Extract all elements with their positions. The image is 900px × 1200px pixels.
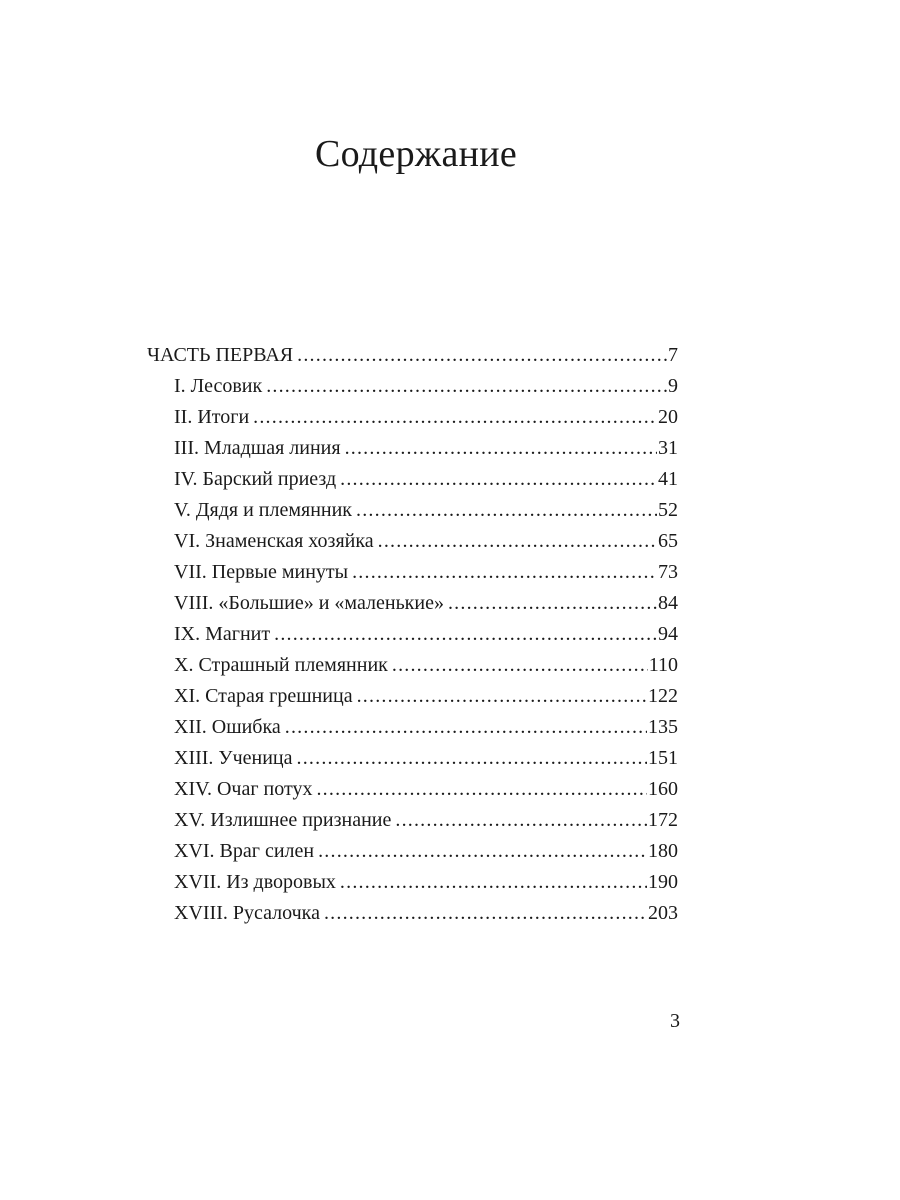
toc-entry-label: XIV. Очаг потух [174,778,313,800]
toc-entry-page: 31 [658,437,678,459]
toc-entry-page: 172 [648,809,678,831]
dot-leader [274,619,657,650]
toc-entry-page: 9 [668,375,678,397]
toc-entry-label: XIII. Ученица [174,747,293,769]
toc-entry-label: ЧАСТЬ ПЕРВАЯ [147,344,294,366]
dot-leader [318,836,647,867]
toc-entry-chapter-8[interactable] [147,588,678,619]
dot-leader [297,743,647,774]
dot-leader [448,588,657,619]
toc-entry-chapter-7[interactable] [147,557,678,588]
toc-entry-page: 135 [648,716,678,738]
toc-entry-page: 190 [648,871,678,893]
toc-entry-chapter-18[interactable] [147,898,678,929]
toc-entry-chapter-5[interactable] [147,495,678,526]
toc-entry-chapter-14[interactable] [147,774,678,805]
dot-leader [352,557,657,588]
toc-entry-chapter-16[interactable] [147,836,678,867]
toc-entry-label: XVI. Враг силен [174,840,315,862]
toc-entry-page: 94 [658,623,678,645]
toc-entry-label: X. Страшный племянник [174,654,388,676]
toc-entry-chapter-3[interactable] [147,433,678,464]
toc-entry-chapter-15[interactable] [147,805,678,836]
toc-entry-chapter-11[interactable] [147,681,678,712]
dot-leader [285,712,647,743]
toc-entry-page: 52 [658,499,678,521]
page-number: 3 [670,1010,680,1032]
dot-leader [340,867,647,898]
toc-entry-page: 84 [658,592,678,614]
toc-entry-label: I. Лесовик [174,375,263,397]
table-of-contents [147,340,678,929]
dot-leader [357,681,647,712]
toc-entry-chapter-13[interactable] [147,743,678,774]
dot-leader [345,433,657,464]
toc-entry-page: 73 [658,561,678,583]
toc-entry-chapter-9[interactable] [147,619,678,650]
toc-entry-label: IV. Барский приезд [174,468,337,490]
page-title: Содержание [314,133,518,175]
toc-entry-page: 20 [658,406,678,428]
toc-entry-label: XVIII. Русалочка [174,902,320,924]
dot-leader [324,898,647,929]
dot-leader [378,526,657,557]
toc-entry-label: VII. Первые минуты [174,561,349,583]
toc-entry-page: 151 [648,747,678,769]
toc-entry-label: VIII. «Большие» и «маленькие» [174,592,444,614]
toc-entry-page: 203 [648,902,678,924]
toc-entry-page: 65 [658,530,678,552]
toc-entry-label: XVII. Из дворовых [174,871,336,893]
toc-entry-page: 110 [648,654,678,676]
dot-leader [395,805,647,836]
toc-entry-label: XV. Излишнее признание [174,809,392,831]
toc-entry-label: IX. Магнит [174,623,271,645]
toc-entry-page: 160 [648,778,678,800]
dot-leader [356,495,657,526]
toc-entry-chapter-17[interactable] [147,867,678,898]
toc-entry-chapter-2[interactable] [147,402,678,433]
toc-entry-chapter-10[interactable] [147,650,678,681]
toc-entry-page: 7 [668,344,678,366]
toc-entry-chapter-1[interactable] [147,371,678,402]
dot-leader [392,650,648,681]
toc-entry-part-one[interactable] [147,340,678,371]
toc-entry-label: VI. Знаменская хозяйка [174,530,374,552]
toc-entry-chapter-6[interactable] [147,526,678,557]
toc-entry-page: 180 [648,840,678,862]
dot-leader [253,402,657,433]
toc-entry-chapter-12[interactable] [147,712,678,743]
dot-leader [316,774,647,805]
toc-entry-label: XI. Старая грешница [174,685,353,707]
dot-leader [297,340,667,371]
toc-entry-page: 41 [658,468,678,490]
toc-entry-label: II. Итоги [174,406,250,428]
toc-entry-page: 122 [648,685,678,707]
toc-entry-label: III. Младшая линия [174,437,341,459]
dot-leader [266,371,667,402]
dot-leader [340,464,657,495]
toc-entry-label: V. Дядя и племянник [174,499,353,521]
toc-entry-chapter-4[interactable] [147,464,678,495]
toc-entry-label: XII. Ошибка [174,716,281,738]
